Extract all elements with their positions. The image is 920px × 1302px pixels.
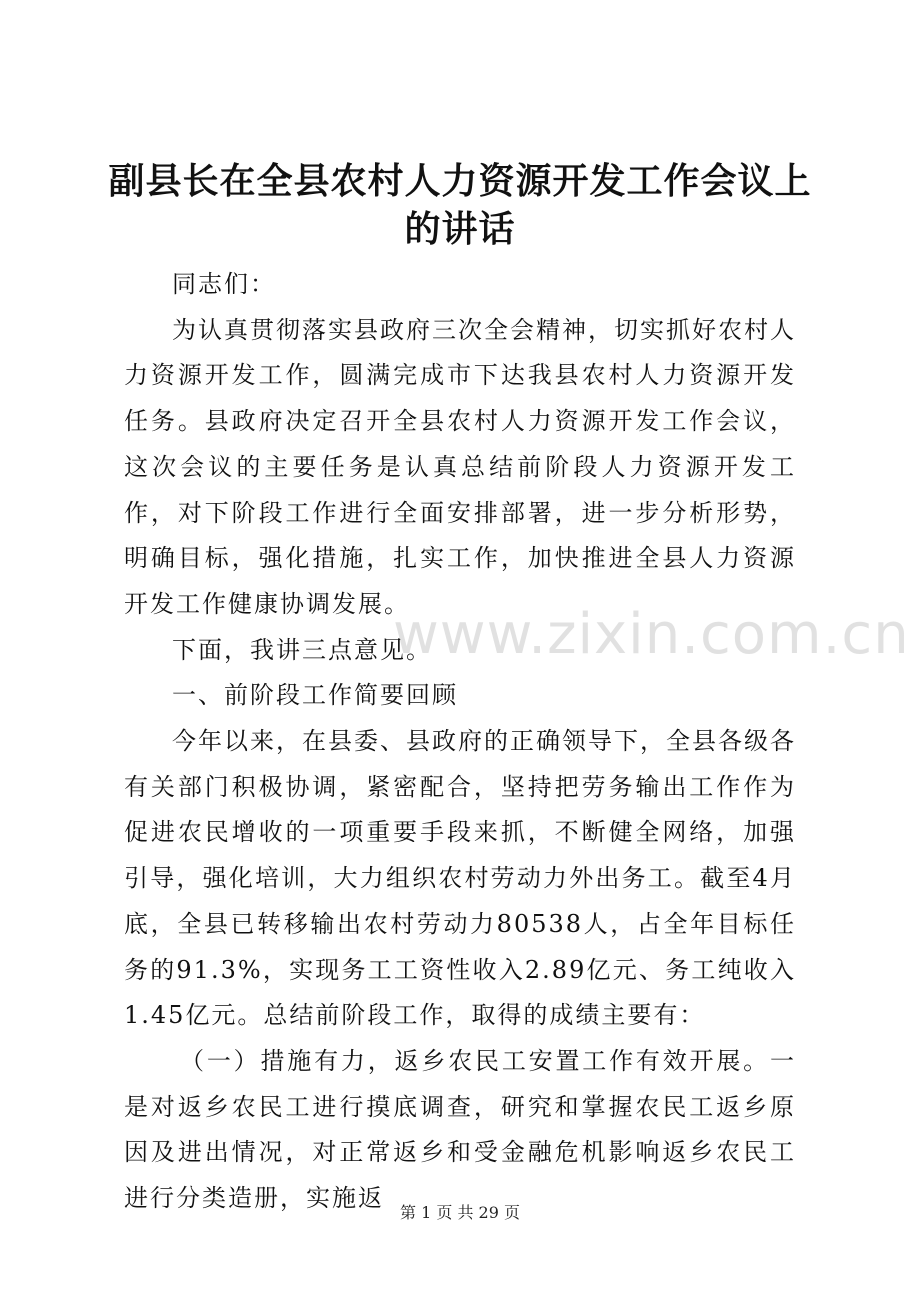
page-footer: 第 1 页 共 29 页 <box>400 1203 520 1222</box>
intro-paragraph: 为认真贯彻落实县政府三次全会精神，切实抓好农村人力资源开发工作，圆满完成市下达我县农村人力资源开发任务。县政府决定召开全县农村人力资源开发工作会议，这次会议的主要任务是认真总结前阶段人力资源开发工作，对下阶段工作进行全面安排部署，进一步分析形势，明确目标，强化措施，扎实工作，加快推进全县人力资源开发工作健康协调发展。 <box>124 315 796 618</box>
watermark: www.zixin.com.cn <box>393 602 910 667</box>
review-paragraph: 今年以来，在县委、县政府的正确领导下，全县各级各有关部门积极协调，紧密配合，坚持把劳务输出工作作为促进农民增收的一项重要手段来抓，不断健全网络，加强引导，强化培训，大力组织农村劳动力外出务工。截至4月底，全县已转移输出农村劳动力80538人，占全年目标任务的91.3%，实现务工工资性收入2.89亿元、务工纯收入1.45亿元。总结前阶段工作，取得的成绩主要有： <box>124 727 796 1030</box>
document-body <box>124 262 796 1222</box>
salutation-paragraph: 同志们： <box>172 270 276 298</box>
subsection-paragraph: （一）措施有力，返乡农民工安置工作有效开展。一是对返乡农民工进行摸底调查，研究和掌握农民工返乡原因及进出情况，对正常返乡和受金融危机影响返乡农民工进行分类造册，实施返 <box>124 1046 796 1213</box>
section-heading: 一、前阶段工作简要回顾 <box>172 681 458 710</box>
outline-paragraph: 下面，我讲三点意见。 <box>172 635 432 664</box>
document-title: 副县长在全县农村人力资源开发工作会议上的讲话 <box>108 161 812 250</box>
